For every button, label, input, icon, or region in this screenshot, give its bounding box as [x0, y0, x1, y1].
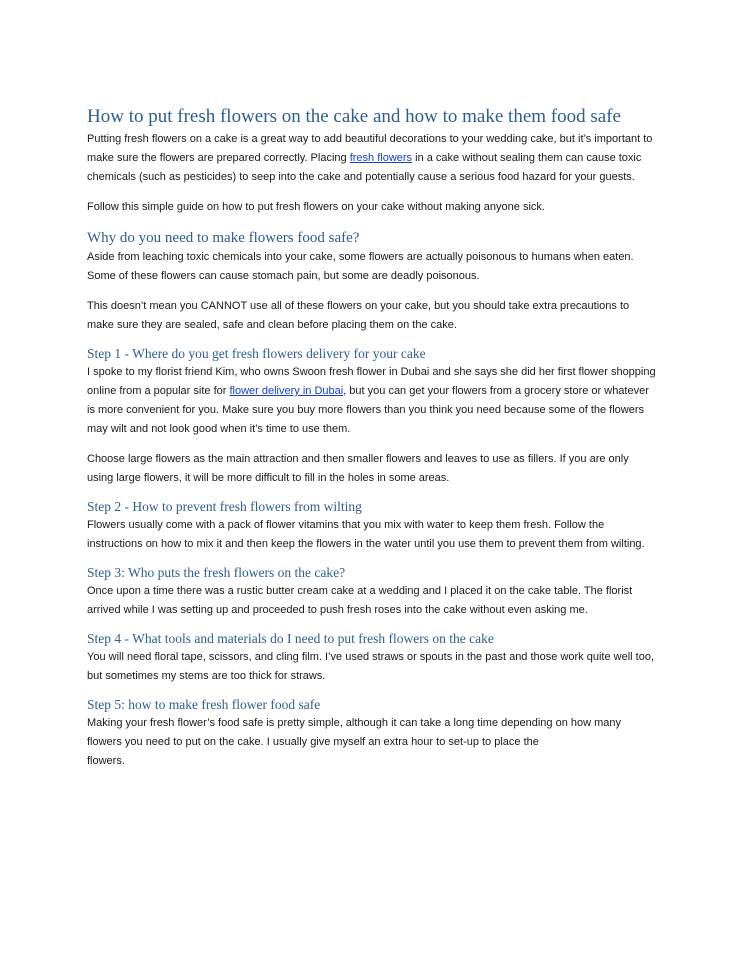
- step3-heading: Step 3: Who puts the fresh flowers on the cake?: [87, 565, 346, 580]
- step1-text-1: I spoke to my florist friend Kim, who owns Swoon fresh flower in Dubai and she says she did her first flower shopping online from a popular site for: [87, 366, 656, 397]
- why-heading: Why do you need to make flowers food safe?: [87, 230, 360, 246]
- step3-paragraph-1: Once upon a time there was a rustic butter cream cake at a wedding and I placed it on the cake table. The florist arrived while I was setting up and proceeded to push fresh roses into the cake without even asking me.: [87, 585, 633, 616]
- step4-heading: Step 4 - What tools and materials do I need to put fresh flowers on the cake: [87, 631, 494, 646]
- step1-paragraph-1: [87, 363, 657, 439]
- document-page: [87, 104, 657, 771]
- step5-text-2: flowers.: [87, 755, 125, 767]
- flower-delivery-dubai-link[interactable]: flower delivery in Dubai: [229, 385, 344, 397]
- intro-text-2: in a cake without sealing them can cause toxic chemicals (such as pesticides) to seep into the cake and potentially cause a serious food hazard for your guests.: [87, 152, 642, 183]
- step2-heading: Step 2 - How to prevent fresh flowers from wilting: [87, 499, 362, 514]
- step4-paragraph-1: You will need floral tape, scissors, and cling film. I’ve used straws or spouts in the past and those work quite well too, but sometimes my stems are too thick for straws.: [87, 651, 654, 682]
- intro-paragraph-2: Follow this simple guide on how to put fresh flowers on your cake without making anyone sick.: [87, 201, 545, 213]
- step1-text-2: , but you can get your flowers from a grocery store or whatever is more convenient for you. Make sure you buy more flowers than you think you need because some of the flowers may wilt and not look good when it’s time to use them.: [87, 385, 649, 435]
- step5-paragraph-1: [87, 714, 657, 771]
- intro-paragraph-1: [87, 130, 657, 187]
- step5-heading: Step 5: how to make fresh flower food safe: [87, 697, 321, 712]
- step1-heading: Step 1 - Where do you get fresh flowers delivery for your cake: [87, 346, 426, 361]
- why-paragraph-1: Aside from leaching toxic chemicals into your cake, some flowers are actually poisonous to humans when eaten. Some of these flowers can cause stomach pain, but some are deadly poisonous.: [87, 251, 634, 282]
- step2-paragraph-1: Flowers usually come with a pack of flower vitamins that you mix with water to keep them fresh. Follow the instructions on how to mix it and then keep the flowers in the water until you use them to prevent them from wilting.: [87, 519, 645, 550]
- why-paragraph-2: This doesn’t mean you CANNOT use all of these flowers on your cake, but you should take extra precautions to make sure they are sealed, safe and clean before placing them on the cake.: [87, 300, 630, 331]
- step5-text-1: Making your fresh flower’s food safe is pretty simple, although it can take a long time depending on how many flowers you need to put on the cake. I usually give myself an extra hour to set-up to place the: [87, 717, 621, 748]
- step1-paragraph-2: Choose large flowers as the main attraction and then smaller flowers and leaves to use as fillers. If you are only using large flowers, it will be more difficult to fill in the holes in some areas.: [87, 453, 629, 484]
- page-title: How to put fresh flowers on the cake and how to make them food safe: [87, 106, 621, 127]
- intro-text-1: Putting fresh flowers on a cake is a great way to add beautiful decorations to your wedding cake, but it’s important to make sure the flowers are prepared correctly. Placing: [87, 133, 653, 164]
- fresh-flowers-link[interactable]: fresh flowers: [349, 152, 413, 164]
